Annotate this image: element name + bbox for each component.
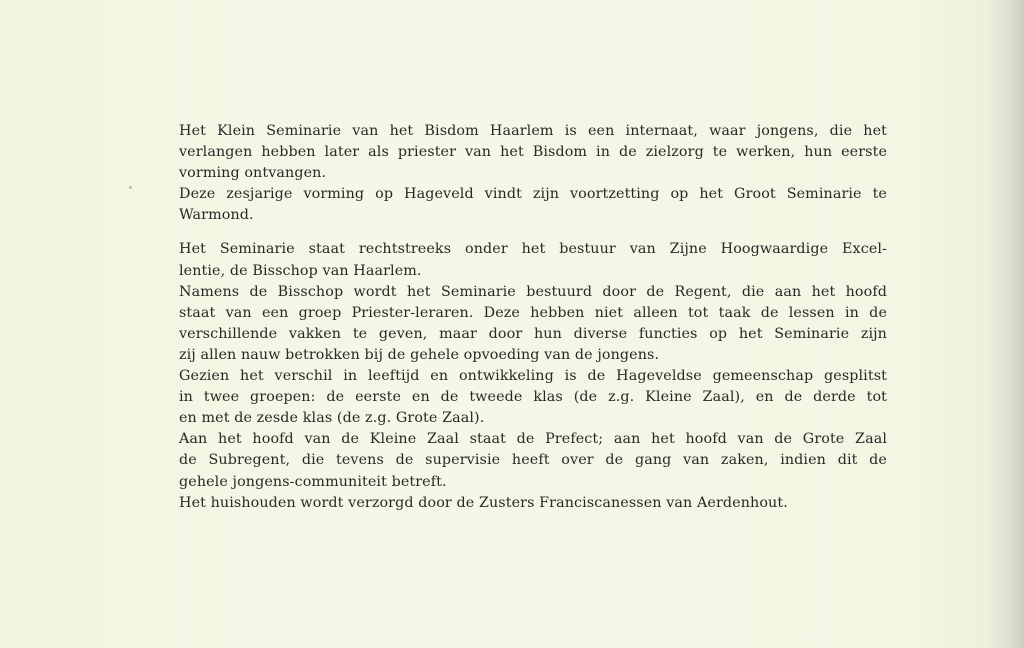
text-line: Het huishouden wordt verzorgd door de Zusters Franciscanessen van Aerdenhout. bbox=[179, 494, 788, 511]
paragraph-1 bbox=[179, 121, 887, 226]
text-line: en met de zesde klas (de z.g. Grote Zaal). bbox=[179, 410, 485, 427]
text-line: verschillende vakken te geven, maar door hun diverse functies op het Seminarie zijn bbox=[179, 325, 887, 342]
text-line: zij allen nauw betrokken bij de gehele opvoeding van de jongens. bbox=[179, 346, 660, 363]
paragraph-2 bbox=[179, 239, 887, 513]
text-line: verlangen hebben later als priester van het Bisdom in de zielzorg te werken, hun eerste bbox=[179, 144, 887, 161]
body-text bbox=[179, 121, 887, 514]
text-line: staat van een groep Priester-leraren. Deze hebben niet alleen tot taak de lessen in de bbox=[179, 304, 887, 321]
text-line: Warmond. bbox=[179, 207, 254, 224]
paper-speck bbox=[129, 186, 132, 189]
paragraph-gap bbox=[179, 226, 887, 239]
text-line: Het Seminarie staat rechtstreeks onder het bestuur van Zijne Hoogwaardige Excel- bbox=[179, 241, 887, 258]
text-line: de Subregent, die tevens de supervisie heeft over de gang van zaken, indien dit de bbox=[179, 452, 887, 469]
text-line: Aan het hoofd van de Kleine Zaal staat de Prefect; aan het hoofd van de Grote Zaal bbox=[179, 431, 887, 448]
text-line: gehele jongens-communiteit betreft. bbox=[179, 473, 447, 490]
text-line: lentie, de Bisschop van Haarlem. bbox=[179, 262, 422, 279]
text-line: vorming ontvangen. bbox=[179, 165, 327, 182]
text-line: Gezien het verschil in leeftijd en ontwikkeling is de Hageveldse gemeenschap gesplitst bbox=[179, 368, 887, 385]
text-line: Deze zesjarige vorming op Hageveld vindt zijn voortzetting op het Groot Seminarie te bbox=[179, 186, 887, 203]
page-edge-shadow bbox=[986, 0, 1024, 648]
text-line: in twee groepen: de eerste en de tweede klas (de z.g. Kleine Zaal), en de derde tot bbox=[179, 389, 887, 406]
text-line: Namens de Bisschop wordt het Seminarie bestuurd door de Regent, die aan het hoofd bbox=[179, 283, 887, 300]
text-line: Het Klein Seminarie van het Bisdom Haarlem is een internaat, waar jongens, die het bbox=[179, 123, 887, 139]
